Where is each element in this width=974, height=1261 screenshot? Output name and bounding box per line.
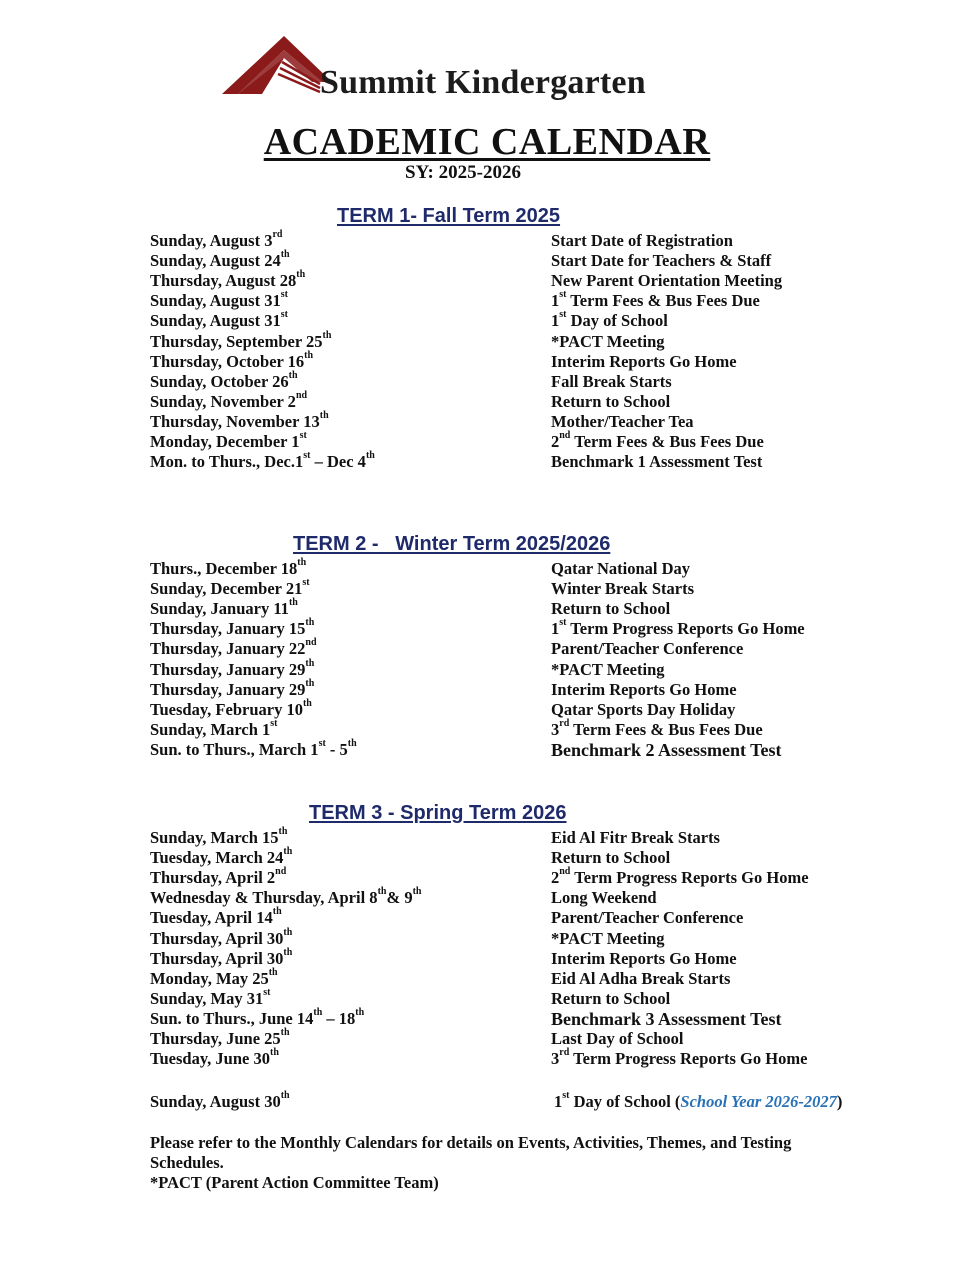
calendar-row xyxy=(150,908,870,928)
calendar-row xyxy=(150,888,870,908)
event-date: Sunday, March 15th xyxy=(150,826,288,847)
calendar-row xyxy=(150,559,870,579)
event-description: Eid Al Adha Break Starts xyxy=(551,968,731,988)
event-description: *PACT Meeting xyxy=(551,659,665,679)
event-date: Thursday, September 25th xyxy=(150,329,332,351)
event-date: Thursday, November 13th xyxy=(150,409,329,431)
event-date: Thursday, April 2nd xyxy=(150,866,287,888)
event-description: 1st Term Fees & Bus Fees Due xyxy=(551,289,760,311)
event-description: Mother/Teacher Tea xyxy=(551,411,694,431)
event-date: Thursday, October 16th xyxy=(150,349,314,371)
event-description: *PACT Meeting xyxy=(551,331,665,351)
event-description: Winter Break Starts xyxy=(551,579,694,599)
calendar-row xyxy=(150,868,870,888)
event-date: Sunday, March 1st xyxy=(150,717,278,739)
calendar-row xyxy=(150,409,870,432)
school-name: Summit Kindergarten xyxy=(320,64,646,101)
calendar-row xyxy=(150,291,870,311)
event-date: Sunday, August 31st xyxy=(150,309,288,331)
event-date: Sunday, December 21st xyxy=(150,577,310,599)
term-heading: TERM 2 - Winter Term 2025/2026 xyxy=(293,533,611,555)
event-description: Return to School xyxy=(551,848,671,868)
event-description: Return to School xyxy=(551,391,671,411)
event-date: Sunday, August 31st xyxy=(150,289,288,311)
calendar-row xyxy=(150,251,870,271)
footer-note: Please refer to the Monthly Calendars for details on Events, Activities, Themes, and Testing Schedules. xyxy=(150,1133,792,1172)
event-date: Tuesday, April 14th xyxy=(150,906,282,928)
event-description: Parent/Teacher Conference xyxy=(551,639,744,659)
calendar-row xyxy=(150,966,870,989)
page-title: ACADEMIC CALENDAR xyxy=(263,121,711,163)
event-date: Tuesday, February 10th xyxy=(150,697,312,719)
term-heading: TERM 3 - Spring Term 2026 xyxy=(309,802,567,824)
calendar-row xyxy=(150,579,870,599)
calendar-row xyxy=(150,697,870,720)
event-date: Thursday, January 29th xyxy=(150,677,315,699)
calendar-row xyxy=(150,432,870,452)
next-year-date: Sunday, August 30th xyxy=(150,1090,290,1111)
calendar-row xyxy=(150,619,870,639)
calendar-row xyxy=(150,677,870,700)
event-description: *PACT Meeting xyxy=(551,928,665,948)
calendar-row xyxy=(150,329,870,352)
calendar-row xyxy=(150,389,870,412)
event-date: Thursday, January 15th xyxy=(150,617,315,639)
calendar-row xyxy=(150,657,870,680)
event-date: Sunday, May 31st xyxy=(150,986,271,1008)
event-date: Tuesday, March 24th xyxy=(150,846,293,868)
next-year-event: 1st Day of School (School Year 2026-2027) xyxy=(554,1090,843,1111)
event-date: Sunday, October 26th xyxy=(150,369,298,391)
calendar-row xyxy=(150,311,870,331)
event-description: Benchmark 1 Assessment Test xyxy=(551,452,763,472)
calendar-row xyxy=(150,828,870,848)
calendar-row xyxy=(150,1029,870,1049)
calendar-row xyxy=(150,1049,870,1069)
mountain-logo-icon xyxy=(222,36,332,96)
calendar-row xyxy=(150,926,870,949)
event-description: Qatar National Day xyxy=(551,559,691,578)
event-description: Return to School xyxy=(551,988,671,1008)
school-year: SY: 2025-2026 xyxy=(405,162,521,183)
event-description: New Parent Orientation Meeting xyxy=(551,271,783,291)
event-description: Interim Reports Go Home xyxy=(551,679,737,699)
event-description: 2nd Term Progress Reports Go Home xyxy=(551,866,809,888)
calendar-row xyxy=(150,271,870,291)
event-description: Long Weekend xyxy=(551,888,657,908)
event-date: Monday, May 25th xyxy=(150,966,278,988)
event-description: Return to School xyxy=(551,599,671,619)
event-description: Last Day of School xyxy=(551,1029,684,1048)
term-heading: TERM 1- Fall Term 2025 xyxy=(337,205,561,227)
next-year-row xyxy=(150,1092,870,1112)
event-date: Sunday, August 3rd xyxy=(150,229,283,250)
event-description: 2nd Term Fees & Bus Fees Due xyxy=(551,430,764,451)
event-description: 3rd Term Progress Reports Go Home xyxy=(551,1047,808,1069)
calendar-row xyxy=(150,717,870,740)
event-description: 1st Day of School xyxy=(551,309,668,331)
event-description: Benchmark 2 Assessment Test xyxy=(551,739,782,760)
event-description: Qatar Sports Day Holiday xyxy=(551,699,736,719)
event-description: Start Date for Teachers & Staff xyxy=(551,251,772,271)
calendar-row xyxy=(150,1006,870,1029)
calendar-row xyxy=(150,452,870,472)
event-date: Wednesday & Thursday, April 8th& 9th xyxy=(150,886,422,908)
calendar-row xyxy=(150,369,870,392)
event-date: Thursday, January 29th xyxy=(150,657,315,679)
event-description: Benchmark 3 Assessment Test xyxy=(551,1008,782,1029)
calendar-row xyxy=(150,639,870,659)
event-date: Thurs., December 18th xyxy=(150,557,307,578)
school-logo xyxy=(222,36,692,100)
event-date: Thursday, August 28th xyxy=(150,269,306,291)
event-date: Thursday, June 25th xyxy=(150,1027,290,1048)
event-date: Sunday, January 11th xyxy=(150,597,298,619)
calendar-row xyxy=(150,349,870,372)
pact-note: *PACT (Parent Action Committee Team) xyxy=(150,1173,439,1192)
calendar-row xyxy=(150,599,870,619)
event-description: 1st Term Progress Reports Go Home xyxy=(551,617,805,639)
next-school-year-label: School Year 2026-2027 xyxy=(680,1092,837,1111)
event-date: Tuesday, June 30th xyxy=(150,1047,279,1069)
event-description: Fall Break Starts xyxy=(551,371,672,391)
event-date: Thursday, January 22nd xyxy=(150,637,317,659)
calendar-row xyxy=(150,946,870,969)
event-date: Sun. to Thurs., June 14th – 18th xyxy=(150,1006,365,1028)
event-date: Sunday, November 2nd xyxy=(150,389,308,411)
calendar-row xyxy=(150,231,870,251)
event-description: Interim Reports Go Home xyxy=(551,351,737,371)
calendar-row xyxy=(150,848,870,868)
event-description: Eid Al Fitr Break Starts xyxy=(551,828,720,847)
event-description: Start Date of Registration xyxy=(551,231,733,250)
calendar-row xyxy=(150,986,870,1009)
event-description: Interim Reports Go Home xyxy=(551,948,737,968)
event-date: Thursday, April 30th xyxy=(150,946,293,968)
event-date: Sun. to Thurs., March 1st - 5th xyxy=(150,737,357,759)
event-date: Mon. to Thurs., Dec.1st – Dec 4th xyxy=(150,450,375,472)
event-date: Monday, December 1st xyxy=(150,430,307,451)
event-description: 3rd Term Fees & Bus Fees Due xyxy=(551,717,763,739)
calendar-row xyxy=(150,737,870,760)
event-date: Thursday, April 30th xyxy=(150,926,293,948)
event-date: Sunday, August 24th xyxy=(150,249,290,271)
event-description: Parent/Teacher Conference xyxy=(551,908,744,928)
